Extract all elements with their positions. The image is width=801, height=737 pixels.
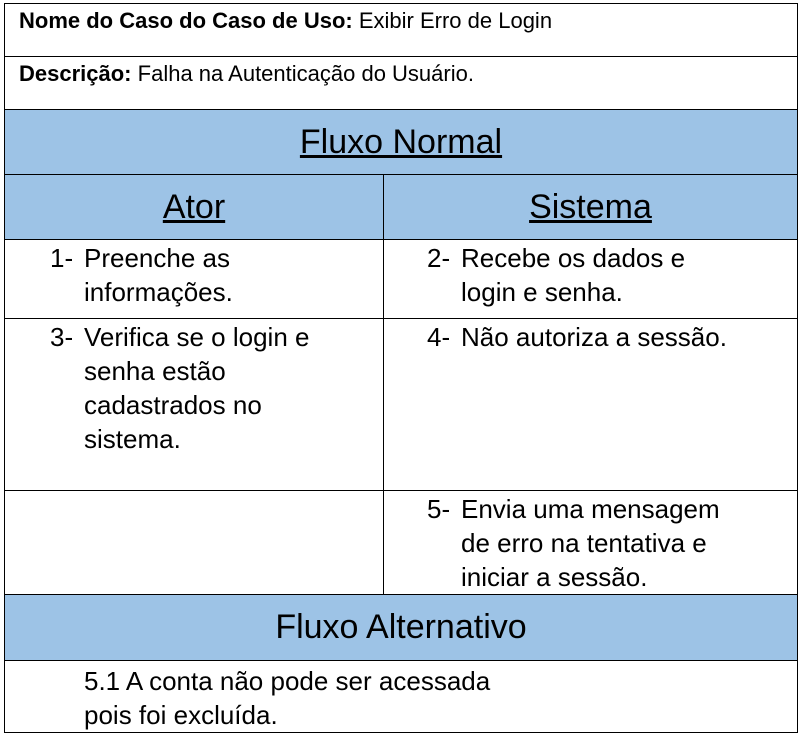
alternative-flow-line: 5.1 A conta não pode ser acessada (84, 666, 491, 696)
alternative-flow-row (5, 661, 798, 733)
step-text (461, 241, 797, 309)
alternative-flow-header-row (5, 595, 798, 661)
use-case-table (4, 3, 798, 733)
alternative-flow-title: Fluxo Alternativo (275, 608, 527, 646)
normal-flow-title: Fluxo Normal (299, 122, 503, 161)
step-number: 5- (427, 494, 451, 524)
step-number: 2- (427, 243, 451, 273)
step-line: Não autoriza a sessão. (461, 322, 727, 352)
step-number: 3- (50, 322, 74, 352)
step-line: Preenche as (84, 243, 230, 273)
flow-row-3 (5, 491, 798, 595)
normal-flow-header-row (5, 110, 798, 175)
normal-flow-header (5, 110, 798, 175)
step-line: Verifica se o login e (84, 322, 310, 352)
step-line: de erro na tentativa e (461, 528, 707, 558)
alternative-flow-header (5, 595, 798, 661)
system-step-5 (384, 491, 798, 595)
description-value: Falha na Autenticação do Usuário. (137, 61, 474, 86)
actor-step-1 (5, 240, 384, 319)
step-line: Envia uma mensagem (461, 494, 720, 524)
system-step-2 (384, 240, 798, 319)
alternative-flow-line: pois foi excluída. (84, 700, 278, 730)
column-header-row (5, 175, 798, 240)
step-number: 4- (427, 322, 451, 352)
step-number: 1- (50, 243, 74, 273)
flow-row-2 (5, 319, 798, 491)
use-case-name-row (5, 4, 798, 57)
step-line: iniciar a sessão. (461, 562, 648, 592)
alternative-flow-step (5, 661, 798, 733)
step-line: informações. (84, 277, 233, 307)
description-label: Descrição: (19, 61, 132, 86)
system-header-cell (384, 175, 798, 240)
step-line: Recebe os dados e (461, 243, 686, 273)
system-header: Sistema (529, 187, 652, 226)
step-text (461, 492, 797, 594)
step-line: login e senha. (461, 277, 623, 307)
description-cell (5, 57, 798, 110)
step-text (461, 320, 797, 354)
actor-header: Ator (162, 187, 226, 226)
use-case-name-cell (5, 4, 798, 57)
description-row (5, 57, 798, 110)
use-case-name-value: Exibir Erro de Login (358, 8, 553, 33)
flow-row-1 (5, 240, 798, 319)
actor-step-empty (5, 491, 384, 595)
step-line: cadastrados no (84, 390, 262, 420)
step-text (84, 320, 383, 456)
actor-header-cell (5, 175, 384, 240)
step-line: sistema. (84, 424, 181, 454)
step-line: senha estão (84, 356, 226, 386)
actor-step-3 (5, 319, 384, 491)
use-case-name-label: Nome do Caso do Caso de Uso: (19, 8, 353, 33)
system-step-4 (384, 319, 798, 491)
step-text (84, 241, 383, 309)
